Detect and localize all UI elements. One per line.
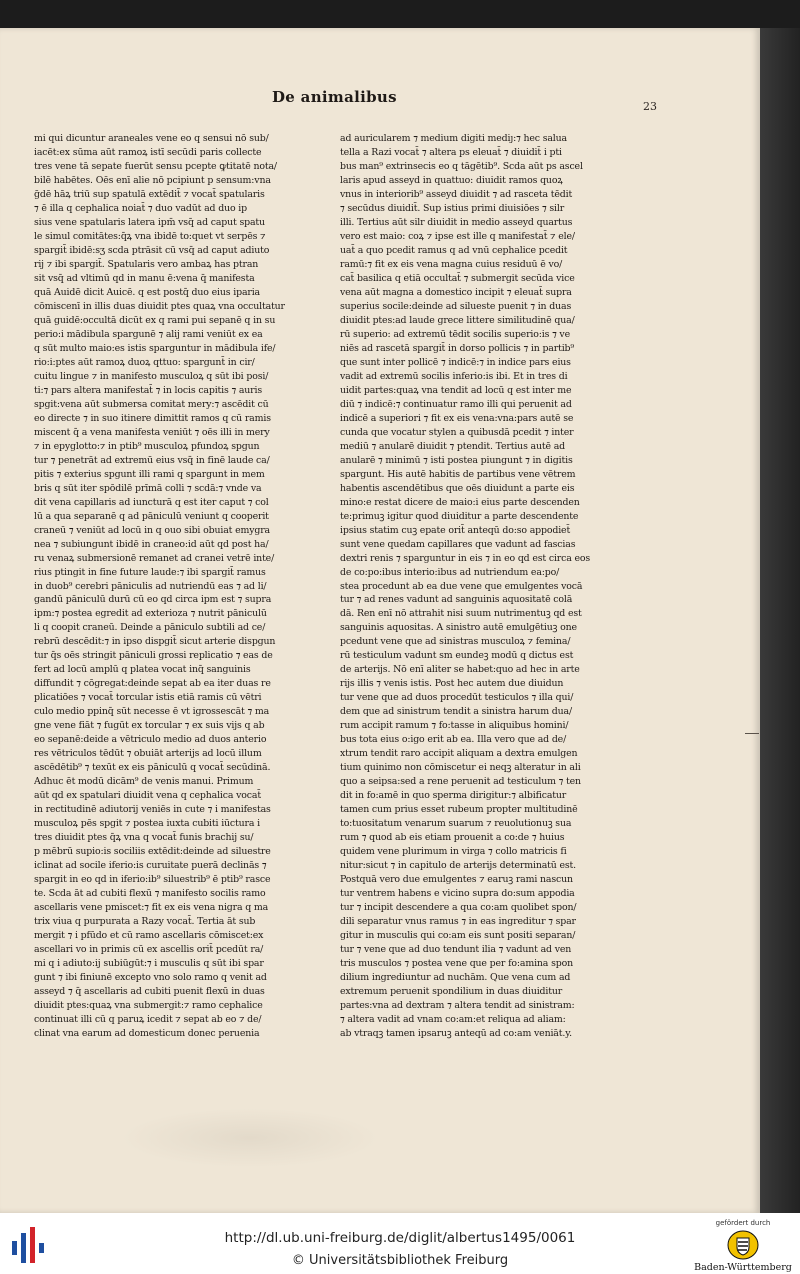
ub-freiburg-logo-icon[interactable] — [10, 1227, 50, 1263]
text-line: cunda que vocatur stylen a quibusdā pcedit ⁊ inter — [340, 426, 574, 438]
text-line: tur vene que ad duos procedūt testiculos ⁊ illa qui/ — [340, 692, 574, 704]
text-line: ascellari vo in primis cū ex ascellis orit̄ pcedūt ra/ — [34, 944, 264, 956]
text-line: plicatiōes ⁊ vocat̄ torcular istis etiā ramis cū vētri — [34, 692, 262, 704]
margin-mark — [745, 733, 759, 734]
text-line: ru venaꝝ submersionē remanet ad cranei vetrē inte/ — [34, 552, 275, 564]
text-line: quā guidē:occultā dicūt ex q rami pui sepanē q in su — [34, 314, 276, 326]
text-line: tur q̄s oēs stringit pāniculi grossi replicatio ⁊ eas de — [34, 650, 273, 662]
text-line: partes:vna ad dextram ⁊ altera tendit ad sinistram: — [340, 1000, 575, 1012]
text-line: ⁊ ē illa q cephalica noiat̄ ⁊ duo vadūt ad duo ip — [34, 202, 247, 214]
text-line: rijs illis ⁊ venis istis. Post hec autem due diuidun — [340, 678, 564, 690]
text-column-right — [340, 132, 624, 1041]
sponsor-block — [690, 1219, 796, 1273]
text-line: uat̄ a quo pcedit ramus q ad vnū cephalice pcedit — [340, 244, 568, 256]
text-line: ramū:⁊ fit ex eis vena magna cuius residuū ē vo/ — [340, 258, 563, 270]
text-line: gitur in musculis qui co:am eis sunt positi separan/ — [340, 930, 576, 942]
text-line: ⁊ secūdus diuidit̄. Sup istius primi diuisiōes ⁊ silr — [340, 202, 565, 214]
sponsor-name: Baden-Württemberg — [694, 1262, 792, 1273]
text-line: rum accipit ramum ⁊ fo:tasse in aliquibus homini/ — [340, 720, 569, 732]
text-line: pitis ⁊ exterius spgunt illi rami q spargunt in mem — [34, 468, 265, 480]
text-line: ti:⁊ pars altera manifestat̄ ⁊ in locis capitis ⁊ auris — [34, 384, 263, 396]
text-line: quo a seipsa:sed a rene peruenit ad testiculum ⁊ ten — [340, 776, 581, 788]
text-line: gandū pāniculū durū cū eo qd circa ipm est ⁊ supra — [34, 594, 272, 606]
text-line: nitur:sicut ⁊ in capitulo de arterijs determinatū est. — [340, 860, 576, 872]
text-line: mino:e restat dicere de maio:i eius parte descenden — [340, 496, 580, 508]
sponsor-note: gefördert durch — [715, 1219, 771, 1227]
text-line: rius ptingit in fine future laude:⁊ ibi spargit̄ ramus — [34, 566, 266, 578]
text-line: Adhuc ēt modū dicām⁹ de venis manui. Primum — [34, 776, 254, 788]
text-line: de co:po:ibus interio:ibus ad nutriendum ea:po/ — [340, 566, 560, 578]
text-line: to:tuositatum venarum suarum ⁊ reuolutionuꝫ sua — [340, 818, 572, 830]
text-line: eo sepanē:deide a vētriculo medio ad duos anterio — [34, 734, 267, 746]
text-line: nea ⁊ subiungunt ibidē in craneo:id aūt qd post ha/ — [34, 538, 269, 550]
ink-bleed-stain — [120, 1108, 380, 1168]
text-line: ascēdētib⁹ ⁊ texūt ex eis pāniculū q vocat̄ secūdinā. — [34, 762, 271, 774]
text-line: quidem vene plurimum in virga ⁊ collo matricis fi — [340, 846, 567, 858]
text-line: fert ad locū amplū q platea vocat inq̄ sanguinis — [34, 664, 251, 676]
text-line: pcedunt vene que ad sinistras musculoꝝ ⁊ femina/ — [340, 636, 571, 648]
text-line: Postquā vero due emulgentes ⁊ earuꝫ rami nascun — [340, 874, 573, 886]
text-line: sius vene spatularis latera ipm̄ vsq̄ ad caput spatu — [34, 216, 265, 228]
text-line: bris q sūt iter spōdilē prīmā colli ⁊ scdā:⁊ vnde va — [34, 482, 262, 494]
text-line: ad auricularem ⁊ medium digiti mediȷ:⁊ hec salua — [340, 133, 567, 144]
text-line: habentis ascendētibus que oēs diuidunt a parte eis — [340, 482, 575, 494]
text-line: indicē a superiori ⁊ fit ex eis vena:vna:pars autē se — [340, 412, 574, 424]
text-line: tres vene tā sepate fuerūt sensu pcepte ꝙtitatē nota/ — [34, 160, 277, 172]
text-line: diuidit ptes:ad laude grece littere similitudinē qua/ — [340, 314, 575, 326]
text-line: vena aūt magna a domestico incipit ⁊ eleuat̄ supra — [340, 286, 572, 298]
text-line: tur ⁊ penetrāt ad extremū eius vsq̄ in finē laude ca/ — [34, 454, 270, 466]
text-line: laris apud asseyd in quattuo: diuidit ramos quoꝝ — [340, 174, 563, 186]
text-line: ⁊ in epyglotto:⁊ in ptib⁹ musculoꝝ pfundoꝝ spgun — [34, 440, 260, 452]
text-line: vnus in interiorib⁹ asseyd diuidit ⁊ ad rasceta tēdit — [340, 188, 573, 200]
running-head: De animalibus — [272, 88, 397, 106]
text-line: tamen cum prius esset rubeum propter multitudinē — [340, 804, 578, 816]
text-line: vadit ad extremū socilis inferio:is ibi. Et in tres di — [340, 370, 568, 382]
text-line: diū ⁊ indicē:⁊ continuatur ramo illi qui peruenit ad — [340, 398, 572, 410]
text-line: mi qui dicuntur araneales vene eo q sensui nō sub/ — [34, 133, 269, 144]
text-line: dextri renis ⁊ sparguntur in eis ⁊ in eo qd est circa eos — [340, 552, 591, 564]
text-line: bilē habētes. Oēs enī alie nō pcipiunt p sensum:vna — [34, 174, 271, 186]
text-line: te:primuꝫ igitur quod diuiditur a parte descendente — [340, 510, 579, 522]
text-line: ḡdē hāꝝ triū sup spatulā extēdit̄ ⁊ vocat̄ spatularis — [34, 188, 265, 200]
text-line: aūt qd ex spatulari diuidit vena q cephalica vocat̄ — [34, 790, 261, 802]
text-line: dā. Ren enī nō attrahit nisi suum nutrimentuꝫ qd est — [340, 608, 582, 620]
text-line: sit vsq̄ ad vltimū qd in manu ē:vena q̄ manifesta — [34, 272, 255, 284]
text-line: sanguinis aquositas. A sinistro autē emulgētiuꝫ one — [340, 622, 577, 634]
text-line: p mēbrū supio:is sociliis extēdit:deinde ad siluestre — [34, 846, 271, 858]
text-line: cuitu lingue ⁊ in manifesto musculoꝝ q sūt ibi posi/ — [34, 370, 269, 382]
text-line: li q coopit craneū. Deinde a pāniculo subtili ad ce/ — [34, 622, 266, 634]
permalink-url[interactable]: http://dl.ub.uni-freiburg.de/diglit/albertus1495/0061 — [224, 1230, 576, 1246]
text-line: bus man⁹ extrinsecis eo q tāgētib⁹. Scda aūt ps ascel — [340, 160, 583, 172]
text-line: dit in fo:amē in quo sperma dirigitur:⁊ albificatur — [340, 790, 567, 802]
text-line: ipsius statim cuꝫ epate orit̄ anteqū do:so appodiet̄ — [340, 524, 571, 536]
text-line: eo directe ⁊ in suo itinere dimittit ramos q cū ramis — [34, 412, 271, 424]
text-line: ascellaris vene pmiscet:⁊ fit ex eis vena nigra q ma — [34, 902, 269, 914]
text-line: continuat illi cū q paruꝝ icedit ⁊ sepat ab eo ⁊ de/ — [34, 1014, 262, 1026]
text-line: iacēt:ex sūma aūt ramoꝝ istī secūdi paris collecte — [34, 146, 262, 158]
text-line: rio:i:ptes aūt ramoꝝ duoꝝ qttuo: spargunt̄ in cir/ — [34, 356, 255, 368]
text-line: xtrum tendit raro accipit aliquam a dextra emulgen — [340, 748, 578, 760]
text-line: q sūt multo maio:es istis sparguntur in mādibula ife/ — [34, 342, 276, 354]
text-line: dit vena capillaris ad iuncturā q est iter caput ⁊ col — [34, 496, 269, 508]
copyright-notice: © Universitätsbibliothek Freiburg — [291, 1253, 509, 1268]
text-line: quā Auidē dicit Auicē. q est postq̄ duo eius iparia — [34, 286, 260, 298]
text-line: tella a Razi vocat̄ ⁊ altera ps eleuat̄ ⁊ diuidit̄ i pti — [340, 146, 562, 158]
text-line: illi. Tertius aūt silr diuidit in medio asseyd quartus — [340, 216, 573, 228]
text-line: diuidit ptes:quaꝝ vna submergit:⁊ ramo cephalice — [34, 1000, 263, 1012]
text-line: ⁊ altera vadit ad vnam co:am:et reliqua ad aliam: — [340, 1014, 566, 1026]
text-line: te. Scda āt ad cubiti flexū ⁊ manifesto socilis ramo — [34, 888, 266, 900]
text-line: sunt vene quedam capillares que vadunt ad fascias — [340, 538, 576, 550]
text-line: spgit:vena aūt submersa comitat mery:⁊ ascēdit cū — [34, 398, 269, 410]
text-line: tris musculos ⁊ postea vene que per fo:amina spon — [340, 958, 573, 970]
text-line: craneū ⁊ veniūt ad locū in q ouo sibi obuiat emygra — [34, 524, 270, 536]
text-line: ipm:⁊ postea egredit ad exterioza ⁊ nutrit pāniculū — [34, 608, 267, 620]
text-line: tur ⁊ incipit descendere a qua co:am quolibet spon/ — [340, 902, 577, 914]
text-line: rum ⁊ quod ab eis etiam prouenit a co:de ⁊ huius — [340, 832, 565, 844]
text-line: asseyd ⁊ q̄ ascellaris ad cubiti puenit flexū in duas — [34, 986, 265, 998]
text-line: miscent q̄ a vena manifesta veniūt ⁊ oēs illi in mery — [34, 426, 270, 438]
text-line: diffundit ⁊ cōgregat:deinde sepat ab ea iter duas re — [34, 678, 271, 690]
text-line: spargunt. His autē habitis de partibus vene vētrem — [340, 468, 576, 480]
text-line: tur ⁊ vene que ad duo tendunt ilia ⁊ vadunt ad ven — [340, 944, 572, 956]
text-line: vero est maio: coꝝ ⁊ ipse est ille q manifestat̄ ⁊ ele/ — [340, 230, 575, 242]
text-line: gunt ⁊ ibi finiunē excepto vno solo ramo q venit ad — [34, 972, 267, 984]
text-line: mergit ⁊ i pfūdo et cū ramo ascellaris cōmiscet:ex — [34, 930, 264, 942]
text-line: tur ventrem habens e vicino supra do:sum appodia — [340, 888, 575, 900]
text-line: spargit̄ ibidē:sʒ scda ptrāsit cū vsq̄ ad caput adiuto — [34, 244, 270, 256]
text-line: tres diuidit ptes q̄ꝝ vna q vocat̄ funis brachij su/ — [34, 832, 254, 844]
text-line: mi q i adiuto:ij subiūgūt:⁊ i musculis q sūt ibi spar — [34, 958, 264, 970]
text-line: cat̄ basilica q etiā occultat̄ ⁊ submergit secūda vice — [340, 272, 575, 284]
text-line: tur ⁊ ad renes vadunt ad sanguinis aquositatē colā — [340, 594, 573, 606]
text-line: mediū ⁊ anularē diuidit ⁊ ptendit. Tertius autē ad — [340, 440, 566, 452]
text-line: superius socile:deinde ad silueste puenit ⁊ in duas — [340, 300, 572, 312]
text-line: dem que ad sinistrum tendit a sinistra harum dua/ — [340, 706, 572, 718]
text-line: musculoꝝ pēs spgit ⁊ postea iuxta cubiti iūctura i — [34, 818, 260, 830]
text-line: rū testiculum vadunt sm eundeꝫ modū q dictus est — [340, 650, 574, 662]
folio-number: 23 — [643, 100, 657, 113]
baden-wuerttemberg-crest-icon — [727, 1230, 759, 1260]
text-line: stea procedunt ab ea due vene que emulgentes vocā — [340, 580, 583, 592]
text-line: que sunt inter pollicē ⁊ indicē:⁊ in indice pars eius — [340, 356, 571, 368]
text-line: culo medio ppinq̄ sūt necesse ē vt igrossescāt ⁊ ma — [34, 706, 270, 718]
text-line: ab vtraqꝫ tamen ipsaruꝫ anteqū ad co:am veniāt.y. — [340, 1028, 572, 1039]
text-line: clinat vna earum ad domesticum donec peruenia — [34, 1028, 260, 1039]
text-line: de arterijs. Nō enī aliter se habet:quo ad hec in arte — [340, 664, 580, 676]
text-line: in rectitudinē adiutorij veniēs in cute ⁊ i manifestas — [34, 804, 271, 816]
viewer-footer — [0, 1213, 800, 1274]
text-line: in duob⁹ cerebri pāniculis ad nutriendū eas ⁊ ad li/ — [34, 580, 267, 592]
text-line: niēs ad rascetā spargit̄ in dorso pollicis ⁊ in partib⁹ — [340, 342, 575, 354]
text-line: gne vene fiāt ⁊ fugūt ex torcular ⁊ ex suis vijs q ab — [34, 720, 265, 732]
text-line: spargit in eo qd in iferio:ib⁹ siluestrib⁹ ē ptib⁹ rasce — [34, 874, 271, 886]
text-line: cōmiscenī in illis duas diuidit ptes quaꝝ vna occultatur — [34, 300, 285, 312]
text-line: anularē ⁊ minimū ⁊ isti postea piungunt ⁊ in digitis — [340, 454, 573, 466]
page-edge-shadow — [760, 28, 800, 1213]
text-line: le simul comitātes:q̄ꝝ vna ibidē to:quet vt serpēs ⁊ — [34, 230, 266, 242]
text-line: iclinat ad socile iferio:is curuitate puerā declinās ⁊ — [34, 860, 267, 872]
text-line: trix viua q purpurata a Razy vocat̄. Tertia āt sub — [34, 916, 256, 928]
text-line: rebrū descēdit:⁊ in ipso dispgit̄ sicut arterie dispgun — [34, 636, 276, 648]
text-line: tium quinimo non cōmiscetur ei neqꝫ alteratur in ali — [340, 762, 581, 774]
book-page — [0, 28, 760, 1213]
text-line: rij ⁊ ibi spargit̄. Spatularis vero ambaꝝ has ptran — [34, 258, 259, 270]
text-line: res vētriculos tēdūt ⁊ obuiāt arterijs ad locū illum — [34, 748, 262, 760]
text-line: dilium ingrediuntur ad nuchām. Que vena cum ad — [340, 972, 571, 984]
text-line: uidit partes:quaꝝ vna tendit ad locū q est inter me — [340, 384, 572, 396]
text-line: perio:i mādibula spargunē ⁊ alij rami veniūt ex ea — [34, 328, 263, 340]
text-line: rū superio: ad extremū tēdit socilis superio:is ⁊ ve — [340, 328, 570, 340]
text-line: extremum peruenit spondilium in duas diuiditur — [340, 986, 563, 998]
text-line: lū a qua separanē q ad pāniculū veniunt q cooperit — [34, 510, 269, 522]
text-line: dili separatur vnus ramus ⁊ in eas ingreditur ⁊ spar — [340, 916, 576, 928]
text-column-left — [34, 132, 319, 1041]
text-line: bus tota eius o:igo erit ab ea. Illa vero que ad de/ — [340, 734, 567, 746]
